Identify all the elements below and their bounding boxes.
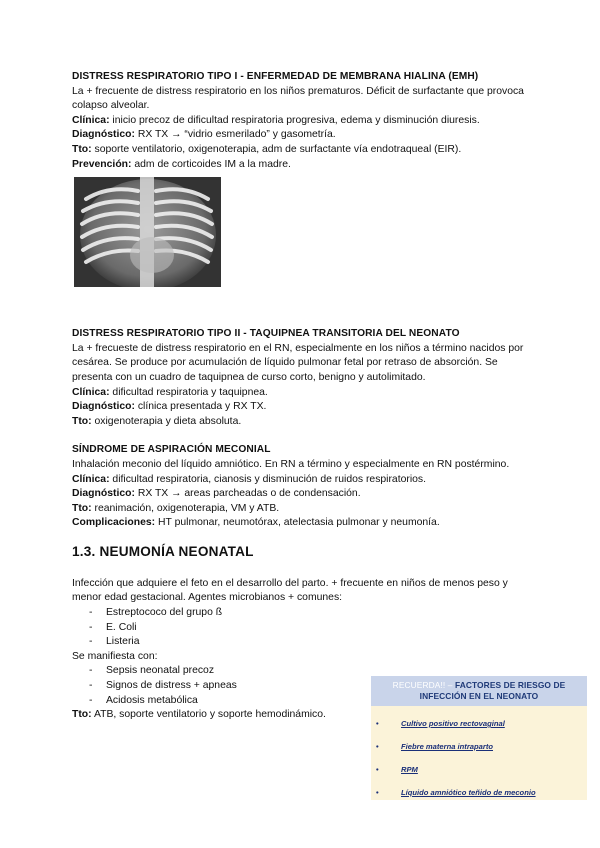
diagnostico-text: RX TX → “vidrio esmerilado” y gasometría.: [134, 129, 336, 141]
list-item: - Sepsis neonatal precoz: [89, 664, 532, 679]
clinica-label: Clínica:: [72, 473, 110, 485]
tto-label: Tto:: [72, 415, 92, 427]
diagnostico-label: Diagnóstico:: [72, 488, 135, 500]
list-item: • Fiebre materna intraparto: [371, 735, 587, 758]
section-heading-neumonia: 1.3. NEUMONÍA NEONATAL: [72, 543, 254, 559]
clinica-text: inicio precoz de dificultad respiratoria progresiva, edema y disminución diuresis.: [109, 114, 480, 126]
box-title: FACTORES DE RIESGO DE INFECCIÓN EN EL NEONATO: [419, 680, 566, 701]
tto-label: Tto:: [72, 143, 92, 155]
diagnostico-label: Diagnóstico:: [72, 129, 135, 141]
list-item: - E. Coli: [89, 621, 532, 636]
prevencion-label: Prevención:: [72, 158, 132, 170]
tto-text: soporte ventilatorio, oxigenoterapia, adm de surfactante vía endotraqueal (EIR).: [91, 143, 462, 155]
list-item: • RPM: [371, 758, 587, 781]
clinica-label: Clínica:: [72, 114, 110, 126]
list-item: - Estreptococo del grupo ß: [89, 606, 532, 621]
risk-factors-list: [371, 712, 587, 804]
section-title: DISTRESS RESPIRATORIO TIPO I - ENFERMEDAD DE MEMBRANA HIALINA (EMH): [72, 71, 479, 82]
list-item: • Líquido amniótico teñido de meconio: [371, 781, 587, 804]
diagnostico-text: clínica presentada y RX TX.: [134, 401, 267, 413]
diagnostico-label: Diagnóstico:: [72, 401, 135, 413]
document-body: [72, 70, 532, 723]
list-item: - Listeria: [89, 635, 532, 650]
risk-factors-title: [371, 676, 587, 706]
prevencion-text: adm de corticoides IM a la madre.: [131, 158, 291, 170]
chest-xray-image: [74, 177, 221, 287]
chest-xray-illustration: [74, 177, 221, 287]
tto-text: ATB, soporte ventilatorio y soporte hemodinámico.: [91, 709, 326, 721]
section-sam: [72, 443, 532, 531]
list-item: - Signos de distress + apneas: [89, 679, 532, 694]
list-item: • Cultivo positivo rectovaginal: [371, 712, 587, 735]
clinica-text: dificultad respiratoria y taquipnea.: [109, 386, 268, 398]
section-ttn: [72, 327, 532, 429]
tto-text: reanimación, oxigenoterapia, VM y ATB.: [91, 502, 280, 514]
section-title: SÍNDROME DE ASPIRACIÓN MECONIAL: [72, 444, 271, 456]
paragraph: Se manifiesta con:: [72, 650, 158, 662]
diagnostico-text: RX TX → areas parcheadas o de condensación.: [134, 488, 361, 500]
complicaciones-label: Complicaciones:: [72, 517, 156, 529]
clinica-label: Clínica:: [72, 386, 110, 398]
paragraph: La + frecueste de distress respiratorio en el RN, especialmente en los niños a término nacidos por cesárea. Se produce por acumulación de líquido pulmonar fetal por retraso de absorción. Se presenta con un cuadro de taquipnea de curso corto, benigno y autolimitado.: [72, 342, 524, 383]
complicaciones-text: HT pulmonar, neumotórax, atelectasia pulmonar y neumonía.: [155, 517, 440, 529]
tto-text: oxigenoterapia y dieta absoluta.: [91, 415, 242, 427]
clinica-text: dificultad respiratoria, cianosis y disminución de ruidos respiratorios.: [109, 473, 427, 485]
list-item: - Acidosis metabólica: [89, 694, 532, 709]
box-prefix: RECUERDA!! –: [392, 680, 455, 690]
tto-label: Tto:: [72, 502, 92, 514]
paragraph: La + frecuente de distress respiratorio en los niños prematuros. Déficit de surfactante que provoca colapso alveolar.: [72, 85, 524, 112]
paragraph: Inhalación meconio del líquido amniótico. En RN a término y especialmente en RN postérmino.: [72, 458, 510, 470]
paragraph: Infección que adquiere el feto en el desarrollo del parto. + frecuente en niños de menos peso y menor edad gestacional. Agentes microbianos + comunes:: [72, 577, 508, 604]
section-title: DISTRESS RESPIRATORIO TIPO II - TAQUIPNEA TRANSITORIA DEL NEONATO: [72, 328, 460, 340]
tto-label: Tto:: [72, 709, 92, 721]
section-emh: [72, 70, 532, 287]
agents-list: [72, 606, 532, 650]
risk-factors-box: [371, 676, 587, 800]
